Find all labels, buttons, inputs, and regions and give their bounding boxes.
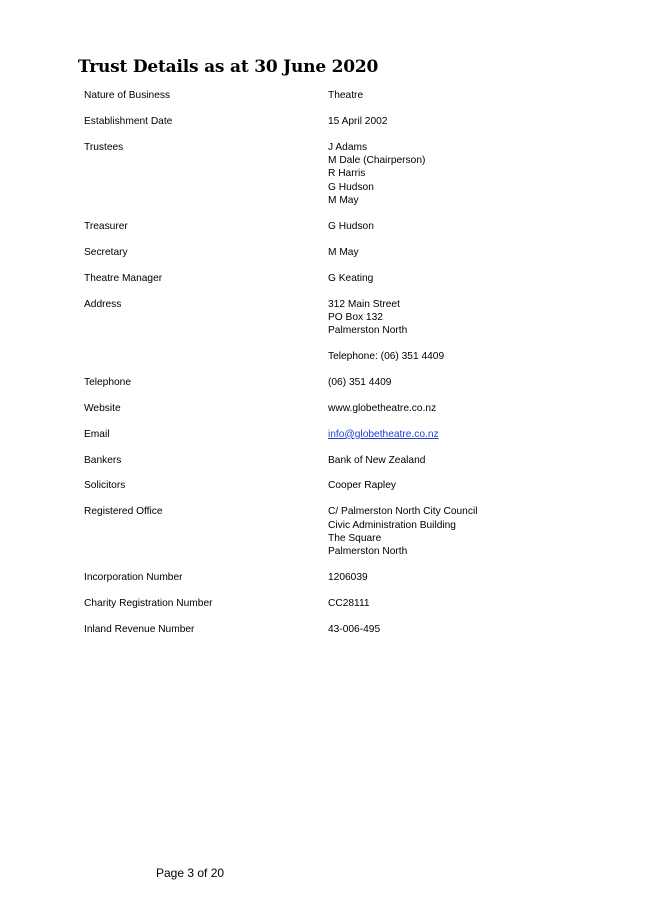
spacer — [84, 584, 584, 597]
label-email: Email — [84, 428, 110, 440]
spacer — [84, 207, 584, 220]
label-incorporation-number: Incorporation Number — [84, 572, 183, 584]
address-line: PO Box 132 — [328, 311, 383, 323]
label-solicitors: Solicitors — [84, 480, 126, 492]
trustee-name: G Hudson — [328, 181, 374, 193]
office-line: C/ Palmerston North City Council — [328, 506, 478, 518]
row-bankers — [84, 454, 584, 467]
spacer — [84, 128, 584, 141]
value-line: G Hudson — [328, 220, 374, 232]
value-address — [328, 298, 584, 364]
value-inland-revenue-number — [328, 623, 584, 636]
value-line: G Keating — [328, 272, 374, 284]
value-nature-of-business — [328, 89, 584, 102]
value-incorporation-number — [328, 571, 584, 584]
spacer — [84, 102, 584, 115]
trustee-name: R Harris — [328, 168, 366, 180]
spacer — [84, 467, 584, 480]
label-bankers: Bankers — [84, 454, 122, 466]
value-email — [328, 428, 584, 441]
label-address: Address — [84, 298, 122, 310]
row-charity-registration-number — [84, 597, 584, 610]
page-title: Trust Details as at 30 June 2020 — [78, 57, 379, 77]
row-solicitors — [84, 479, 584, 492]
value-treasurer — [328, 220, 584, 233]
page-number: Page 3 of 20 — [156, 866, 225, 880]
label-trustees: Trustees — [84, 141, 124, 153]
row-website — [84, 402, 584, 415]
label-charity-registration-number: Charity Registration Number — [84, 598, 213, 610]
value-line: Bank of New Zealand — [328, 454, 426, 466]
value-trustees — [328, 141, 584, 207]
trustee-name: M May — [328, 194, 359, 206]
label-secretary: Secretary — [84, 246, 128, 258]
label-website: Website — [84, 402, 121, 414]
label-inland-revenue-number: Inland Revenue Number — [84, 623, 195, 635]
value-theatre-manager — [328, 272, 584, 285]
spacer — [84, 441, 584, 454]
spacer — [84, 389, 584, 402]
row-email — [84, 428, 584, 441]
row-incorporation-number — [84, 571, 584, 584]
label-establishment-date: Establishment Date — [84, 115, 173, 127]
row-telephone — [84, 376, 584, 389]
spacer — [84, 285, 584, 298]
value-line: 15 April 2002 — [328, 115, 388, 127]
value-bankers — [328, 454, 584, 467]
value-establishment-date — [328, 115, 584, 128]
value-line: (06) 351 4409 — [328, 376, 392, 388]
email-link[interactable]: info@globetheatre.co.nz — [328, 428, 439, 440]
label-theatre-manager: Theatre Manager — [84, 272, 163, 284]
address-telephone: Telephone: (06) 351 4409 — [328, 351, 445, 363]
trust-details-list — [84, 89, 584, 636]
value-registered-office — [328, 505, 584, 558]
value-line: M May — [328, 246, 359, 258]
row-trustees — [84, 141, 584, 207]
website-text: www.globetheatre.co.nz — [328, 402, 437, 414]
row-theatre-manager — [84, 272, 584, 285]
label-nature-of-business: Nature of Business — [84, 90, 171, 101]
row-treasurer — [84, 220, 584, 233]
spacer — [84, 363, 584, 376]
value-line: 1206039 — [328, 572, 368, 584]
row-establishment-date — [84, 115, 584, 128]
value-charity-registration-number — [328, 597, 584, 610]
label-telephone: Telephone — [84, 376, 132, 388]
value-line: Cooper Rapley — [328, 480, 396, 492]
spacer — [84, 233, 584, 246]
row-registered-office — [84, 505, 584, 558]
row-inland-revenue-number — [84, 623, 584, 636]
label-treasurer: Treasurer — [84, 220, 128, 232]
office-line: The Square — [328, 532, 382, 544]
value-line: CC28111 — [328, 598, 370, 610]
spacer — [328, 337, 584, 350]
row-secretary — [84, 246, 584, 259]
value-solicitors — [328, 479, 584, 492]
spacer — [84, 493, 584, 506]
office-line: Civic Administration Building — [328, 519, 456, 531]
spacer — [84, 415, 584, 428]
spacer — [84, 259, 584, 272]
trustee-name: J Adams — [328, 141, 368, 153]
office-line: Palmerston North — [328, 546, 408, 558]
row-nature-of-business — [84, 89, 584, 102]
address-line: Palmerston North — [328, 325, 408, 337]
value-line: 43-006-495 — [328, 623, 381, 635]
value-line: Theatre — [328, 90, 364, 101]
label-registered-office: Registered Office — [84, 506, 163, 518]
value-telephone — [328, 376, 584, 389]
value-website — [328, 402, 584, 415]
spacer — [84, 559, 584, 572]
value-secretary — [328, 246, 584, 259]
spacer — [84, 610, 584, 623]
row-address — [84, 298, 584, 364]
address-line: 312 Main Street — [328, 298, 400, 310]
trustee-name: M Dale (Chairperson) — [328, 155, 426, 167]
